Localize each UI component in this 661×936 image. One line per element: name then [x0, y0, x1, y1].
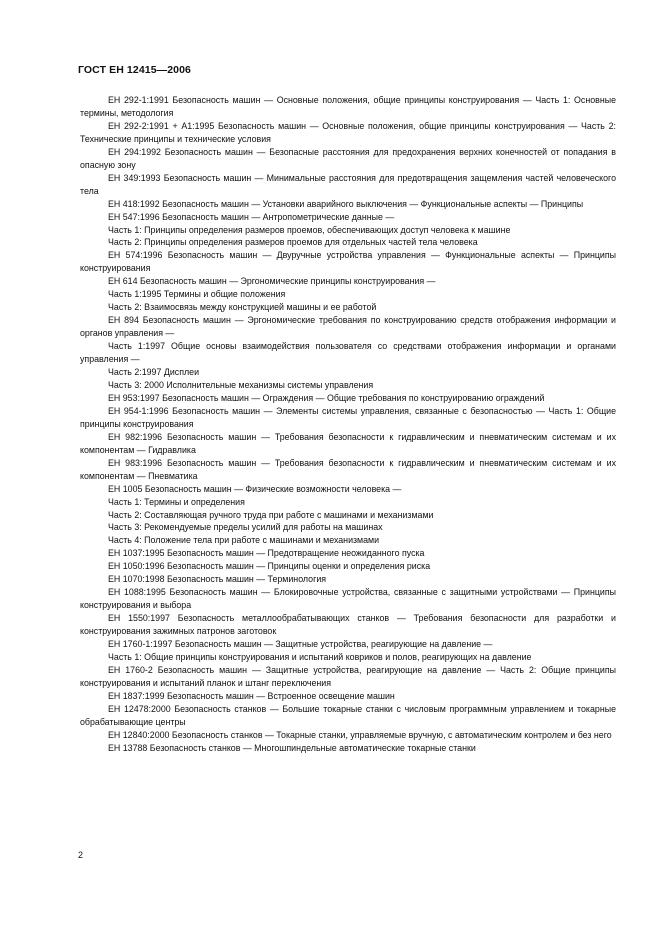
reference-paragraph: Часть 1: Общие принципы конструирования и испытаний ковриков и полов, реагирующих на давление: [108, 651, 532, 662]
reference-paragraph: Часть 2: Взаимосвязь между конструкцией машины и ее работой: [108, 302, 377, 313]
reference-paragraph: Часть 2:1997 Дисплеи: [108, 367, 200, 378]
reference-paragraph: ЕН 954-1:1996 Безопасность машин — Элементы системы управления, связанные с безопасностью — Часть 1: Общие принципы конструирования: [80, 405, 616, 429]
references-list: [80, 94, 616, 755]
reference-paragraph: ЕН 1037:1995 Безопасность машин — Предотвращение неожиданного пуска: [108, 548, 425, 559]
reference-paragraph: ЕН 349:1993 Безопасность машин — Минимальные расстояния для предотвращения защемления частей человеческого тела: [80, 172, 616, 196]
reference-paragraph: ЕН 13788 Безопасность станков — Многошпиндельные автоматические токарные станки: [108, 742, 476, 753]
page-number: 2: [78, 850, 84, 860]
reference-paragraph: Часть 3: 2000 Исполнительные механизмы системы управления: [108, 379, 374, 390]
reference-paragraph: ЕН 614 Безопасность машин — Эргономические принципы конструирования —: [108, 276, 436, 287]
reference-paragraph: ЕН 1070:1998 Безопасность машин — Терминология: [108, 574, 327, 585]
document-header: ГОСТ ЕН 12415—2006: [78, 64, 191, 76]
reference-paragraph: Часть 1: Принципы определения размеров проемов, обеспечивающих доступ человека к машине: [108, 224, 511, 235]
reference-paragraph: Часть 1:1995 Термины и общие положения: [108, 289, 286, 300]
reference-paragraph: ЕН 12478:2000 Безопасность станков — Большие токарные станки с числовым программным управлением и токарные обрабатывающие центры: [80, 703, 616, 727]
reference-paragraph: ЕН 953:1997 Безопасность машин — Ограждения — Общие требования по конструированию ограждений: [108, 392, 545, 403]
reference-paragraph: ЕН 292-2:1991 + А1:1995 Безопасность машин — Основные положения, общие принципы конструирования — Часть 2: Технические принципы и технические условия: [80, 120, 616, 144]
reference-paragraph: Часть 1:1997 Общие основы взаимодействия пользователя со средствами отображения информации и органами управления —: [80, 341, 616, 365]
reference-paragraph: Часть 1: Термины и определения: [108, 496, 245, 507]
reference-paragraph: Часть 2: Составляющая ручного труда при работе с машинами и механизмами: [108, 509, 434, 520]
reference-paragraph: ЕН 574:1996 Безопасность машин — Двуручные устройства управления — Функциональные аспекты — Принципы конструирования: [80, 250, 616, 274]
reference-paragraph: ЕН 1050:1996 Безопасность машин — Принципы оценки и определения риска: [108, 561, 431, 572]
reference-paragraph: ЕН 1760-1:1997 Безопасность машин — Защитные устройства, реагирующие на давление —: [108, 639, 493, 650]
reference-paragraph: Часть 2: Принципы определения размеров проемов для отдельных частей тела человека: [108, 237, 478, 248]
reference-paragraph: ЕН 294:1992 Безопасность машин — Безопасные расстояния для предохранения верхних конечностей от попадания в опасную зону: [80, 146, 616, 170]
reference-paragraph: ЕН 1005 Безопасность машин — Физические возможности человека —: [108, 483, 402, 494]
reference-paragraph: ЕН 1837:1999 Безопасность машин — Встроенное освещение машин: [108, 690, 395, 701]
reference-paragraph: ЕН 983:1996 Безопасность машин — Требования безопасности к гидравлическим и пневматическим системам и их компонентам — Пневматика: [80, 457, 616, 481]
reference-paragraph: ЕН 1550:1997 Безопасность металлообрабатывающих станков — Требования безопасности для разработки и конструирования зажимных патронов заготовок: [80, 613, 616, 637]
reference-paragraph: Часть 4: Положение тела при работе с машинами и механизмами: [108, 535, 380, 546]
reference-paragraph: ЕН 894 Безопасность машин — Эргономические требования по конструированию средств отображения информации и органов управления —: [80, 315, 616, 339]
reference-paragraph: ЕН 982:1996 Безопасность машин — Требования безопасности к гидравлическим и пневматическим системам и их компонентам — Гидравлика: [80, 431, 616, 455]
reference-paragraph: Часть 3: Рекомендуемые пределы усилий для работы на машинах: [108, 522, 383, 533]
reference-paragraph: ЕН 12840:2000 Безопасность станков — Токарные станки, управляемые вручную, с автоматическим контролем и без него: [108, 729, 612, 740]
reference-paragraph: ЕН 1760-2 Безопасность машин — Защитные устройства, реагирующие на давление — Часть 2: Общие принципы конструирования и испытаний планок и штанг переключения: [80, 664, 616, 688]
reference-paragraph: ЕН 292-1:1991 Безопасность машин — Основные положения, общие принципы конструирования — Часть 1: Основные термины, методология: [80, 95, 616, 118]
reference-paragraph: ЕН 418:1992 Безопасность машин — Установки аварийного выключения — Функциональные аспекты — Принципы: [108, 198, 584, 209]
reference-paragraph: ЕН 1088:1995 Безопасность машин — Блокировочные устройства, связанные с защитными устройствами — Принципы конструирования и выбора: [80, 587, 616, 611]
reference-paragraph: ЕН 547:1996 Безопасность машин — Антропометрические данные —: [108, 211, 395, 222]
